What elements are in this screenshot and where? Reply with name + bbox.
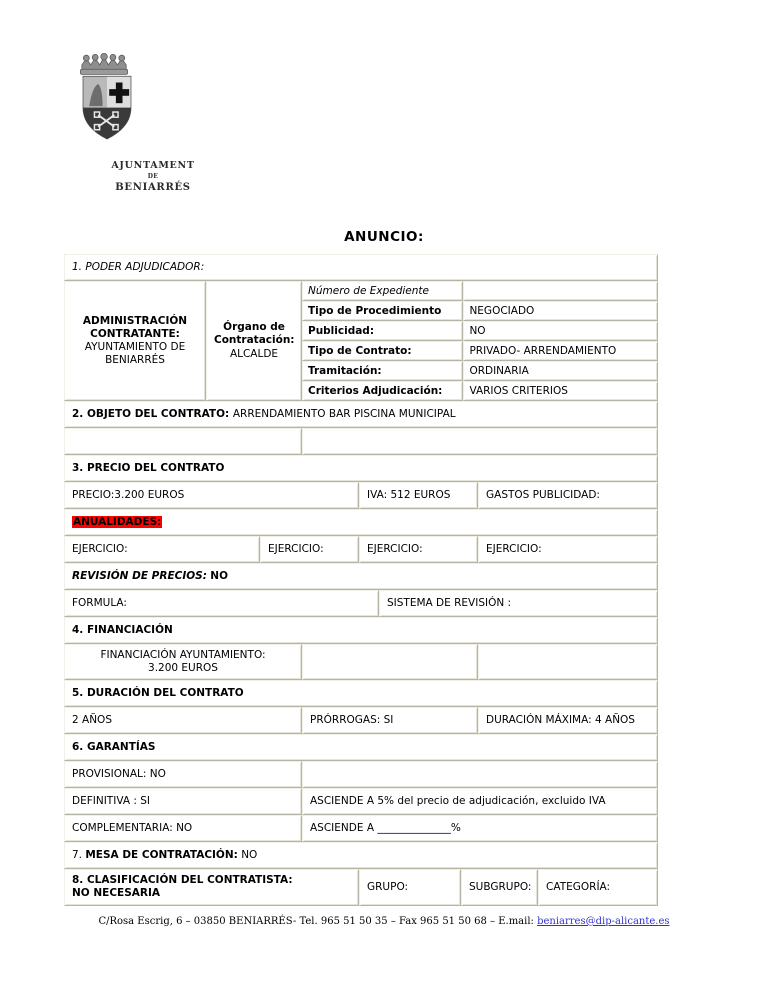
section2-header-label: 2. OBJETO DEL CONTRATO:	[72, 407, 230, 420]
duracion-cell[interactable]: 2 AÑOS	[64, 707, 302, 734]
page-title: ANUNCIO:	[344, 229, 424, 245]
garantia-complementaria-cell[interactable]: COMPLEMENTARIA: NO	[64, 815, 302, 842]
anualidades-cell	[64, 509, 658, 536]
categoria-cell[interactable]: CATEGORÍA:	[538, 869, 658, 905]
section2-header	[64, 401, 658, 428]
table-row	[64, 842, 658, 869]
field-value-tramitacion[interactable]: ORDINARIA	[463, 361, 658, 381]
table-row	[64, 455, 658, 482]
clasificacion-contratista-cell	[64, 869, 359, 905]
table-row	[64, 590, 658, 617]
financiacion-value: 3.200 EUROS	[148, 662, 218, 675]
contract-form-table	[64, 254, 658, 906]
table-row	[64, 509, 658, 536]
table-row	[64, 617, 658, 644]
expediente-subtable	[302, 281, 658, 401]
section7-value: NO	[241, 849, 258, 862]
precio-cell[interactable]: PRECIO:3.200 EUROS	[64, 482, 359, 509]
org-line-de: DE	[147, 173, 159, 180]
section4-header: 4. FINANCIACIÓN	[64, 617, 658, 644]
formula-cell[interactable]: FORMULA:	[64, 590, 379, 617]
letterhead	[66, 50, 266, 193]
clasificacion-label-line1: 8. CLASIFICACIÓN DEL CONTRATISTA:	[72, 874, 293, 887]
section2-empty-right[interactable]	[302, 428, 658, 455]
financiacion-label: FINANCIACIÓN AYUNTAMIENTO:	[100, 649, 266, 661]
ejercicio-cell-2[interactable]: EJERCICIO:	[260, 536, 359, 563]
section7-row	[64, 842, 658, 869]
table-row	[64, 680, 658, 707]
ejercicio-cell-3[interactable]: EJERCICIO:	[359, 536, 478, 563]
sistema-revision-cell[interactable]: SISTEMA DE REVISIÓN :	[379, 590, 658, 617]
table-row	[302, 321, 658, 341]
expediente-subtable-container	[302, 281, 658, 401]
field-value-tipo-procedimiento[interactable]: NEGOCIADO	[463, 301, 658, 321]
table-row	[64, 281, 658, 401]
table-row	[64, 788, 658, 815]
table-row	[302, 341, 658, 361]
email-link[interactable]: beniarres@dip-alicante.es	[537, 916, 670, 927]
revision-precios-value: NO	[210, 569, 228, 582]
subgrupo-cell[interactable]: SUBGRUPO:	[461, 869, 538, 905]
table-row	[64, 707, 658, 734]
table-row	[302, 381, 658, 401]
organization-name	[68, 160, 238, 193]
footer-address-text: C/Rosa Escrig, 6 – 03850 BENIARRÉS- Tel. 965 51 50 35 – Fax 965 51 50 68 – E.mail:	[98, 916, 538, 927]
garantia-provisional-cell[interactable]: PROVISIONAL: NO	[64, 761, 302, 788]
table-row	[64, 644, 658, 680]
garantia-complementaria-detail[interactable]: ASCIENDE A ______________%	[302, 815, 658, 842]
section4-empty-mid[interactable]	[302, 644, 478, 680]
garantia-definitiva-detail[interactable]: ASCIENDE A 5% del precio de adjudicación, excluido IVA	[302, 788, 658, 815]
field-label-tramitacion: Tramitación:	[302, 361, 463, 381]
organo-contratacion-cell	[206, 281, 302, 401]
table-row	[64, 401, 658, 428]
coat-of-arms-icon	[70, 50, 144, 150]
table-row	[64, 563, 658, 590]
table-row	[64, 815, 658, 842]
ejercicio-cell-1[interactable]: EJERCICIO:	[64, 536, 260, 563]
section5-header: 5. DURACIÓN DEL CONTRATO	[64, 680, 658, 707]
field-label-publicidad: Publicidad:	[302, 321, 463, 341]
field-value-tipo-contrato[interactable]: PRIVADO- ARRENDAMIENTO	[463, 341, 658, 361]
table-row	[64, 734, 658, 761]
grupo-cell[interactable]: GRUPO:	[359, 869, 461, 905]
garantia-definitiva-cell[interactable]: DEFINITIVA : SI	[64, 788, 302, 815]
org-line-beniarres: BENIARRÉS	[115, 182, 191, 193]
section3-header: 3. PRECIO DEL CONTRATO	[64, 455, 658, 482]
table-row	[302, 281, 658, 301]
administracion-value-line1: AYUNTAMIENTO DE	[84, 341, 186, 353]
field-value-numero-expediente[interactable]	[463, 281, 658, 301]
field-value-criterios-adjudicacion[interactable]: VARIOS CRITERIOS	[463, 381, 658, 401]
section7-number: 7.	[72, 849, 86, 862]
field-label-criterios-adjudicacion: Criterios Adjudicación:	[302, 381, 463, 401]
table-row	[64, 761, 658, 788]
administracion-label-line2: CONTRATANTE:	[90, 327, 180, 340]
iva-cell[interactable]: IVA: 512 EUROS	[359, 482, 478, 509]
field-label-tipo-procedimiento: Tipo de Procedimiento	[302, 301, 463, 321]
administracion-label-line1: ADMINISTRACIÓN	[82, 314, 188, 327]
administracion-value-line2: BENIARRÉS	[105, 354, 165, 367]
anualidades-label: ANUALIDADES:	[73, 515, 162, 528]
financiacion-ayuntamiento-cell[interactable]	[64, 644, 302, 680]
section4-empty-right[interactable]	[478, 644, 658, 680]
duracion-maxima-cell[interactable]: DURACIÓN MÁXIMA: 4 AÑOS	[478, 707, 658, 734]
table-row	[64, 869, 658, 905]
field-label-numero-expediente: Número de Expediente	[302, 281, 463, 301]
section2-header-value: ARRENDAMIENTO BAR PISCINA MUNICIPAL	[232, 407, 456, 420]
gastos-publicidad-cell[interactable]: GASTOS PUBLICIDAD:	[478, 482, 658, 509]
field-value-publicidad[interactable]: NO	[463, 321, 658, 341]
page-footer	[0, 916, 768, 927]
section7-label: MESA DE CONTRATACIÓN:	[85, 849, 238, 862]
organo-label-line2: Contratación:	[214, 334, 295, 347]
field-label-tipo-contrato: Tipo de Contrato:	[302, 341, 463, 361]
section1-header: 1. PODER ADJUDICADOR:	[64, 254, 658, 281]
organo-value: ALCALDE	[229, 347, 279, 360]
org-line-ajuntament: AJUNTAMENT	[111, 160, 195, 171]
revision-precios-row	[64, 563, 658, 590]
prorrogas-cell[interactable]: PRÓRROGAS: SI	[302, 707, 478, 734]
revision-precios-label: REVISIÓN DE PRECIOS:	[72, 569, 207, 582]
table-row	[302, 361, 658, 381]
table-row	[64, 254, 658, 281]
ejercicio-cell-4[interactable]: EJERCICIO:	[478, 536, 658, 563]
section2-empty-left[interactable]	[64, 428, 302, 455]
clasificacion-label-line2: NO NECESARIA	[72, 887, 161, 900]
table-row	[64, 482, 658, 509]
table-row	[302, 301, 658, 321]
garantia-provisional-detail[interactable]	[302, 761, 658, 788]
table-row	[64, 428, 658, 455]
section6-header: 6. GARANTÍAS	[64, 734, 658, 761]
organo-label-line1: Órgano de	[223, 321, 285, 334]
administracion-contratante-cell	[64, 281, 206, 401]
table-row	[64, 536, 658, 563]
